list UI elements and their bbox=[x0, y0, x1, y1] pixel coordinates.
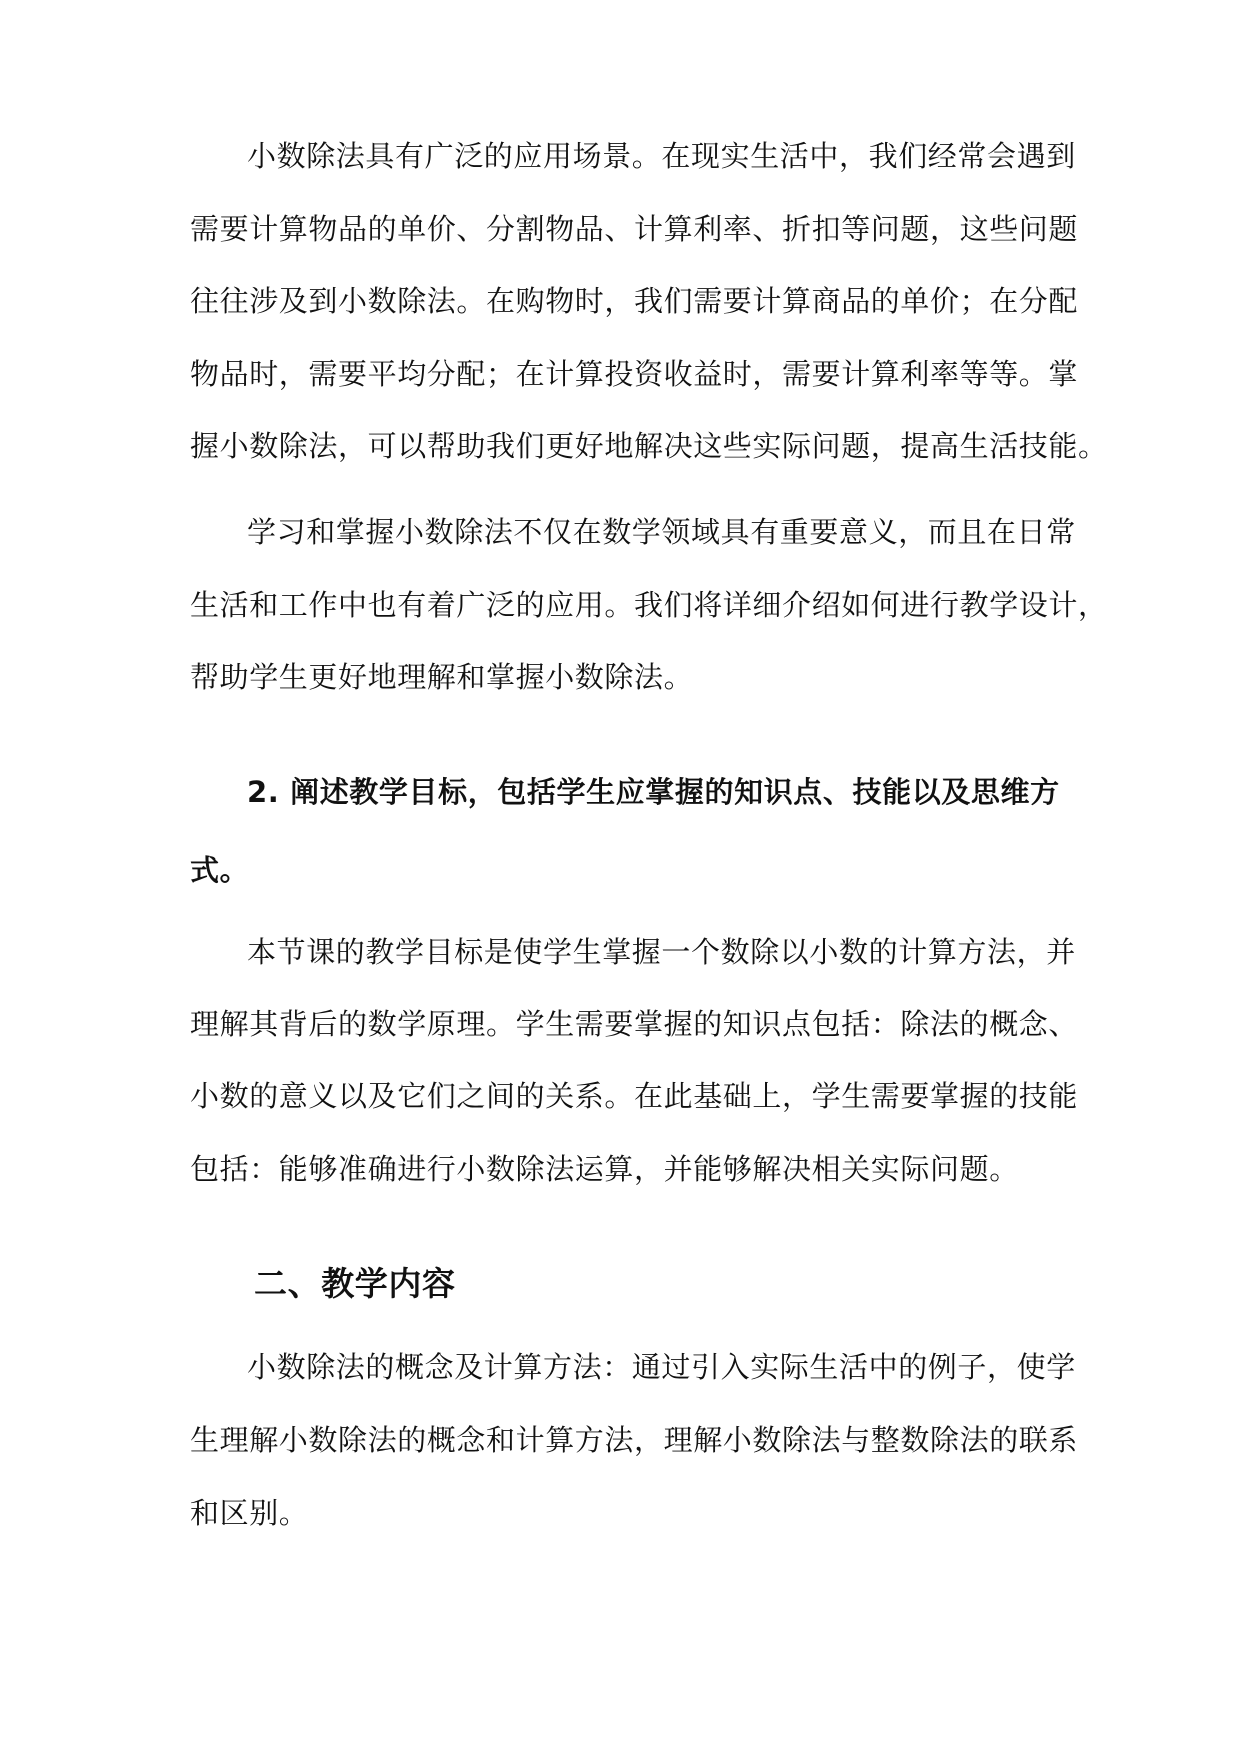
objective-heading-line-2: 式。 bbox=[190, 853, 250, 887]
paragraph-2-line-2: 生活和工作中也有着广泛的应用。我们将详细介绍如何进行教学设计， bbox=[190, 588, 1108, 622]
paragraph-4-line-2: 生理解小数除法的概念和计算方法，理解小数除法与整数除法的联系 bbox=[190, 1423, 1079, 1457]
paragraph-1-line-2: 需要计算物品的单价、分割物品、计算利率、折扣等问题，这些问题 bbox=[190, 212, 1079, 246]
paragraph-3-line-3: 小数的意义以及它们之间的关系。在此基础上，学生需要掌握的技能 bbox=[190, 1079, 1079, 1113]
paragraph-1-line-4: 物品时，需要平均分配；在计算投资收益时，需要计算利率等等。掌 bbox=[190, 357, 1079, 391]
objective-heading-line-1: 2. 阐述教学目标，包括学生应掌握的知识点、技能以及思维方 bbox=[247, 775, 1060, 809]
paragraph-3-line-4: 包括：能够准确进行小数除法运算，并能够解决相关实际问题。 bbox=[190, 1152, 1019, 1186]
paragraph-1-line-1: 小数除法具有广泛的应用场景。在现实生活中，我们经常会遇到 bbox=[247, 139, 1076, 173]
paragraph-2-line-3: 帮助学生更好地理解和掌握小数除法。 bbox=[190, 660, 694, 694]
paragraph-4-line-1: 小数除法的概念及计算方法：通过引入实际生活中的例子，使学 bbox=[247, 1350, 1076, 1384]
paragraph-2-line-1: 学习和掌握小数除法不仅在数学领域具有重要意义，而且在日常 bbox=[247, 515, 1076, 549]
paragraph-4-line-3: 和区别。 bbox=[190, 1496, 309, 1530]
paragraph-1-line-5: 握小数除法，可以帮助我们更好地解决这些实际问题，提高生活技能。 bbox=[190, 429, 1108, 463]
section-heading: 二、教学内容 bbox=[254, 1264, 456, 1303]
paragraph-1-line-3: 往往涉及到小数除法。在购物时，我们需要计算商品的单价；在分配 bbox=[190, 284, 1079, 318]
paragraph-3-line-1: 本节课的教学目标是使学生掌握一个数除以小数的计算方法，并 bbox=[247, 935, 1076, 969]
paragraph-3-line-2: 理解其背后的数学原理。学生需要掌握的知识点包括：除法的概念、 bbox=[190, 1007, 1079, 1041]
